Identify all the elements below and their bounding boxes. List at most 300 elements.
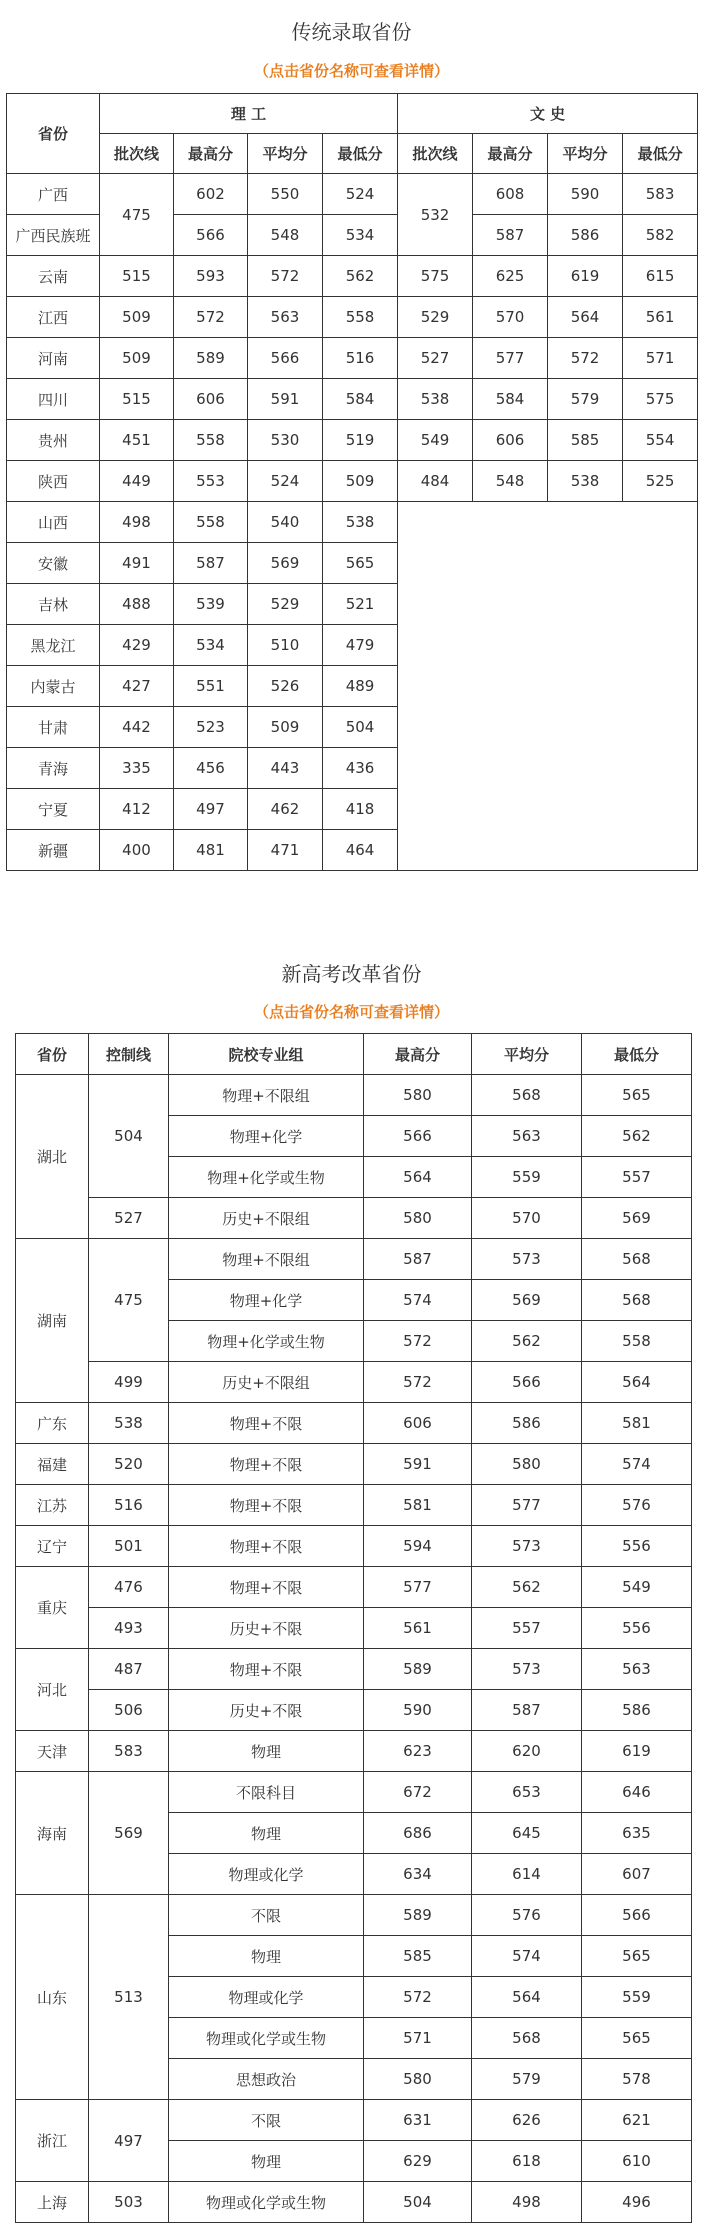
- header-province: 省份: [7, 94, 100, 174]
- score-cell: 524: [323, 174, 398, 215]
- province-cell[interactable]: 内蒙古: [7, 666, 100, 707]
- province-cell[interactable]: 河北: [16, 1649, 89, 1731]
- score-cell: 436: [323, 748, 398, 789]
- table-row: [16, 1608, 692, 1649]
- reform-table: [15, 1033, 692, 2223]
- score-cell: 566: [364, 1116, 472, 1157]
- reform-title: 新高考改革省份: [281, 962, 422, 986]
- score-cell: 579: [472, 2059, 582, 2100]
- score-cell: 519: [323, 420, 398, 461]
- score-cell: 606: [364, 1403, 472, 1444]
- score-cell: 584: [323, 379, 398, 420]
- score-cell: 614: [472, 1854, 582, 1895]
- score-cell: 524: [248, 461, 323, 502]
- score-cell: 563: [248, 297, 323, 338]
- group-cell: 不限科目: [169, 1772, 364, 1813]
- score-cell: 561: [364, 1608, 472, 1649]
- score-cell: 530: [248, 420, 323, 461]
- province-cell[interactable]: 四川: [7, 379, 100, 420]
- group-cell: 物理: [169, 1813, 364, 1854]
- score-cell: 564: [548, 297, 623, 338]
- score-cell: 618: [472, 2141, 582, 2182]
- province-cell[interactable]: 海南: [16, 1772, 89, 1895]
- group-cell: 不限: [169, 1895, 364, 1936]
- score-cell: 540: [248, 502, 323, 543]
- score-cell: 561: [623, 297, 698, 338]
- score-cell: 497: [174, 789, 248, 830]
- control-line: 497: [89, 2100, 169, 2182]
- header-col: 最低分: [323, 134, 398, 174]
- score-cell: 510: [248, 625, 323, 666]
- score-cell: 491: [100, 543, 174, 584]
- header-col: 批次线: [398, 134, 473, 174]
- control-line: 538: [89, 1403, 169, 1444]
- score-cell: 498: [472, 2182, 582, 2223]
- control-line: 499: [89, 1362, 169, 1403]
- score-cell: 562: [323, 256, 398, 297]
- score-cell: 571: [623, 338, 698, 379]
- score-cell: 602: [174, 174, 248, 215]
- score-cell: 484: [398, 461, 473, 502]
- score-cell: 559: [472, 1157, 582, 1198]
- header-col: 院校专业组: [169, 1034, 364, 1075]
- header-col: 批次线: [100, 134, 174, 174]
- score-cell: 566: [248, 338, 323, 379]
- control-line: 493: [89, 1608, 169, 1649]
- header-col: 最低分: [582, 1034, 692, 1075]
- table-row: [16, 1444, 692, 1485]
- score-cell: 504: [364, 2182, 472, 2223]
- group-cell: 物理+不限: [169, 1444, 364, 1485]
- score-cell: 564: [582, 1362, 692, 1403]
- score-cell: 562: [472, 1321, 582, 1362]
- score-cell: 631: [364, 2100, 472, 2141]
- table-row: [16, 1485, 692, 1526]
- score-cell: 515: [100, 379, 174, 420]
- score-cell: 563: [582, 1649, 692, 1690]
- score-cell: 509: [248, 707, 323, 748]
- table-row: [16, 1403, 692, 1444]
- score-cell: 580: [364, 2059, 472, 2100]
- group-cell: 物理+化学: [169, 1116, 364, 1157]
- empty-area: [398, 502, 698, 871]
- score-cell: 556: [582, 1608, 692, 1649]
- group-cell: 物理或化学或生物: [169, 2018, 364, 2059]
- province-cell[interactable]: 山东: [16, 1895, 89, 2100]
- score-cell: 573: [472, 1649, 582, 1690]
- score-cell: 464: [323, 830, 398, 871]
- score-cell: 581: [364, 1485, 472, 1526]
- score-cell: 526: [248, 666, 323, 707]
- score-cell: 579: [548, 379, 623, 420]
- score-cell: 570: [473, 297, 548, 338]
- table-row: [7, 461, 698, 502]
- score-cell: 572: [364, 1977, 472, 2018]
- score-cell: 569: [248, 543, 323, 584]
- score-cell: 580: [364, 1198, 472, 1239]
- control-line: 513: [89, 1895, 169, 2100]
- score-cell: 529: [248, 584, 323, 625]
- score-cell: 471: [248, 830, 323, 871]
- province-cell[interactable]: 辽宁: [16, 1526, 89, 1567]
- score-cell: 576: [582, 1485, 692, 1526]
- score-cell: 538: [398, 379, 473, 420]
- score-cell: 581: [582, 1403, 692, 1444]
- table-row: [7, 502, 698, 543]
- province-cell[interactable]: 陕西: [7, 461, 100, 502]
- score-cell: 562: [582, 1116, 692, 1157]
- score-cell: 558: [582, 1321, 692, 1362]
- score-cell: 577: [473, 338, 548, 379]
- group-cell: 历史+不限: [169, 1690, 364, 1731]
- score-cell: 335: [100, 748, 174, 789]
- province-cell[interactable]: 湖北: [16, 1075, 89, 1239]
- score-cell: 564: [364, 1157, 472, 1198]
- table-row: [16, 2182, 692, 2223]
- header-col: 平均分: [472, 1034, 582, 1075]
- score-cell: 562: [472, 1567, 582, 1608]
- score-cell: 558: [174, 502, 248, 543]
- score-cell: 479: [323, 625, 398, 666]
- score-cell: 548: [473, 461, 548, 502]
- header-col: 省份: [16, 1034, 89, 1075]
- score-cell: 496: [582, 2182, 692, 2223]
- control-line: 520: [89, 1444, 169, 1485]
- control-line: 506: [89, 1690, 169, 1731]
- score-cell: 619: [548, 256, 623, 297]
- score-cell: 538: [323, 502, 398, 543]
- score-cell: 572: [364, 1362, 472, 1403]
- group-cell: 物理+不限: [169, 1567, 364, 1608]
- score-cell: 625: [473, 256, 548, 297]
- header-col: 最高分: [364, 1034, 472, 1075]
- province-cell[interactable]: 甘肃: [7, 707, 100, 748]
- score-cell: 557: [472, 1608, 582, 1649]
- control-line: 516: [89, 1485, 169, 1526]
- table-row: [16, 1649, 692, 1690]
- table-row: [16, 1731, 692, 1772]
- score-cell: 462: [248, 789, 323, 830]
- group-cell: 物理或化学: [169, 1854, 364, 1895]
- control-line: 503: [89, 2182, 169, 2223]
- province-cell[interactable]: 山西: [7, 502, 100, 543]
- group-cell: 物理+不限: [169, 1649, 364, 1690]
- score-cell: 516: [323, 338, 398, 379]
- score-cell: 585: [364, 1936, 472, 1977]
- control-line: 569: [89, 1772, 169, 1895]
- table-row: [7, 297, 698, 338]
- traditional-title: 传统录取省份: [291, 20, 412, 44]
- province-cell[interactable]: 新疆: [7, 830, 100, 871]
- score-cell: 504: [323, 707, 398, 748]
- score-cell: 610: [582, 2141, 692, 2182]
- table-row: [7, 338, 698, 379]
- province-cell[interactable]: 黑龙江: [7, 625, 100, 666]
- score-cell: 509: [100, 338, 174, 379]
- table-row: [7, 256, 698, 297]
- group-cell: 物理+不限: [169, 1403, 364, 1444]
- score-cell: 549: [582, 1567, 692, 1608]
- group-cell: 物理或化学: [169, 1977, 364, 2018]
- header-col: 平均分: [248, 134, 323, 174]
- score-cell: 572: [364, 1321, 472, 1362]
- score-cell: 586: [472, 1403, 582, 1444]
- header-col: 最高分: [473, 134, 548, 174]
- score-cell: 558: [323, 297, 398, 338]
- control-line: 501: [89, 1526, 169, 1567]
- table-row: [16, 1526, 692, 1567]
- score-cell: 591: [248, 379, 323, 420]
- score-cell: 623: [364, 1731, 472, 1772]
- score-cell: 515: [100, 256, 174, 297]
- control-line: 476: [89, 1567, 169, 1608]
- province-cell[interactable]: 江苏: [16, 1485, 89, 1526]
- control-line: 583: [89, 1731, 169, 1772]
- province-cell[interactable]: 江西: [7, 297, 100, 338]
- score-cell: 538: [548, 461, 623, 502]
- province-cell[interactable]: 安徽: [7, 543, 100, 584]
- province-cell[interactable]: 吉林: [7, 584, 100, 625]
- province-cell[interactable]: 广东: [16, 1403, 89, 1444]
- score-cell: 449: [100, 461, 174, 502]
- group-cell: 物理或化学或生物: [169, 2182, 364, 2223]
- province-cell[interactable]: 上海: [16, 2182, 89, 2223]
- table-row: [16, 1075, 692, 1116]
- score-cell: 686: [364, 1813, 472, 1854]
- batch-line: 532: [398, 174, 473, 256]
- score-cell: 577: [472, 1485, 582, 1526]
- score-cell: 550: [248, 174, 323, 215]
- score-cell: 574: [364, 1280, 472, 1321]
- score-cell: 615: [623, 256, 698, 297]
- province-cell[interactable]: 青海: [7, 748, 100, 789]
- score-cell: 629: [364, 2141, 472, 2182]
- header-col: 最低分: [623, 134, 698, 174]
- control-line: 504: [89, 1075, 169, 1198]
- score-cell: 565: [582, 2018, 692, 2059]
- score-cell: 626: [472, 2100, 582, 2141]
- group-cell: 不限: [169, 2100, 364, 2141]
- score-cell: 488: [100, 584, 174, 625]
- table-row: [16, 1239, 692, 1280]
- score-cell: 548: [248, 215, 323, 256]
- score-cell: 556: [582, 1526, 692, 1567]
- score-cell: 568: [472, 2018, 582, 2059]
- table-row: [16, 1772, 692, 1813]
- group-cell: 物理+不限: [169, 1485, 364, 1526]
- score-cell: 574: [582, 1444, 692, 1485]
- score-cell: 620: [472, 1731, 582, 1772]
- score-cell: 570: [472, 1198, 582, 1239]
- score-cell: 587: [472, 1690, 582, 1731]
- group-cell: 历史+不限: [169, 1608, 364, 1649]
- group-cell: 历史+不限组: [169, 1198, 364, 1239]
- group-cell: 思想政治: [169, 2059, 364, 2100]
- score-cell: 566: [472, 1362, 582, 1403]
- score-cell: 619: [582, 1731, 692, 1772]
- control-line: 487: [89, 1649, 169, 1690]
- score-cell: 585: [548, 420, 623, 461]
- score-cell: 672: [364, 1772, 472, 1813]
- province-cell[interactable]: 河南: [7, 338, 100, 379]
- score-cell: 590: [364, 1690, 472, 1731]
- table-row: [7, 174, 698, 215]
- table-row: [16, 1895, 692, 1936]
- score-cell: 572: [548, 338, 623, 379]
- score-cell: 578: [582, 2059, 692, 2100]
- score-cell: 584: [473, 379, 548, 420]
- score-cell: 571: [364, 2018, 472, 2059]
- score-cell: 568: [472, 1075, 582, 1116]
- score-cell: 551: [174, 666, 248, 707]
- score-cell: 606: [473, 420, 548, 461]
- score-cell: 587: [174, 543, 248, 584]
- score-cell: 566: [174, 215, 248, 256]
- group-cell: 物理+不限组: [169, 1239, 364, 1280]
- score-cell: 509: [323, 461, 398, 502]
- score-cell: 573: [472, 1239, 582, 1280]
- score-cell: 586: [548, 215, 623, 256]
- score-cell: 559: [582, 1977, 692, 2018]
- group-cell: 物理+化学或生物: [169, 1321, 364, 1362]
- score-cell: 621: [582, 2100, 692, 2141]
- table-row: [16, 1198, 692, 1239]
- score-cell: 429: [100, 625, 174, 666]
- score-cell: 527: [398, 338, 473, 379]
- score-cell: 576: [472, 1895, 582, 1936]
- province-cell[interactable]: 重庆: [16, 1567, 89, 1649]
- score-cell: 583: [623, 174, 698, 215]
- score-cell: 653: [472, 1772, 582, 1813]
- score-cell: 509: [100, 297, 174, 338]
- score-cell: 587: [473, 215, 548, 256]
- reform-subtitle[interactable]: （点击省份名称可查看详情）: [253, 1003, 449, 1021]
- score-cell: 418: [323, 789, 398, 830]
- score-cell: 539: [174, 584, 248, 625]
- table-row: [16, 1567, 692, 1608]
- score-cell: 594: [364, 1526, 472, 1567]
- score-cell: 577: [364, 1567, 472, 1608]
- score-cell: 569: [582, 1198, 692, 1239]
- group-cell: 物理+化学: [169, 1280, 364, 1321]
- group-cell: 物理: [169, 1731, 364, 1772]
- score-cell: 575: [623, 379, 698, 420]
- score-cell: 591: [364, 1444, 472, 1485]
- province-cell[interactable]: 贵州: [7, 420, 100, 461]
- group-cell: 物理: [169, 2141, 364, 2182]
- score-cell: 593: [174, 256, 248, 297]
- table-row: [7, 420, 698, 461]
- score-cell: 427: [100, 666, 174, 707]
- score-cell: 442: [100, 707, 174, 748]
- traditional-table: [6, 93, 698, 871]
- province-cell[interactable]: 广西: [7, 174, 100, 215]
- table-row: [16, 1690, 692, 1731]
- province-cell[interactable]: 云南: [7, 256, 100, 297]
- score-cell: 587: [364, 1239, 472, 1280]
- group-cell: 物理: [169, 1936, 364, 1977]
- score-cell: 575: [398, 256, 473, 297]
- score-cell: 523: [174, 707, 248, 748]
- batch-line: 475: [100, 174, 174, 256]
- score-cell: 564: [472, 1977, 582, 2018]
- score-cell: 563: [472, 1116, 582, 1157]
- table-row: [16, 1362, 692, 1403]
- group-cell: 物理+化学或生物: [169, 1157, 364, 1198]
- province-cell[interactable]: 广西民族班: [7, 215, 100, 256]
- table-row: [7, 379, 698, 420]
- score-cell: 589: [174, 338, 248, 379]
- score-cell: 554: [623, 420, 698, 461]
- score-cell: 443: [248, 748, 323, 789]
- province-cell[interactable]: 湖南: [16, 1239, 89, 1403]
- score-cell: 400: [100, 830, 174, 871]
- score-cell: 534: [174, 625, 248, 666]
- score-cell: 590: [548, 174, 623, 215]
- header-col: 最高分: [174, 134, 248, 174]
- score-cell: 606: [174, 379, 248, 420]
- score-cell: 565: [582, 1075, 692, 1116]
- header-col: 平均分: [548, 134, 623, 174]
- province-cell[interactable]: 浙江: [16, 2100, 89, 2182]
- control-line: 475: [89, 1239, 169, 1362]
- score-cell: 586: [582, 1690, 692, 1731]
- province-cell[interactable]: 宁夏: [7, 789, 100, 830]
- score-cell: 574: [472, 1936, 582, 1977]
- score-cell: 572: [248, 256, 323, 297]
- score-cell: 549: [398, 420, 473, 461]
- score-cell: 565: [582, 1936, 692, 1977]
- score-cell: 580: [472, 1444, 582, 1485]
- score-cell: 565: [323, 543, 398, 584]
- score-cell: 607: [582, 1854, 692, 1895]
- group-cell: 历史+不限组: [169, 1362, 364, 1403]
- province-cell[interactable]: 福建: [16, 1444, 89, 1485]
- header-col: 控制线: [89, 1034, 169, 1075]
- score-cell: 521: [323, 584, 398, 625]
- header-science: 理 工: [100, 94, 398, 134]
- score-cell: 568: [582, 1280, 692, 1321]
- score-cell: 529: [398, 297, 473, 338]
- table-row: [16, 2100, 692, 2141]
- score-cell: 589: [364, 1649, 472, 1690]
- score-cell: 645: [472, 1813, 582, 1854]
- score-cell: 608: [473, 174, 548, 215]
- score-cell: 569: [472, 1280, 582, 1321]
- score-cell: 412: [100, 789, 174, 830]
- score-cell: 572: [174, 297, 248, 338]
- group-cell: 物理+不限组: [169, 1075, 364, 1116]
- score-cell: 558: [174, 420, 248, 461]
- score-cell: 498: [100, 502, 174, 543]
- traditional-subtitle[interactable]: （点击省份名称可查看详情）: [253, 62, 449, 80]
- control-line: 527: [89, 1198, 169, 1239]
- province-cell[interactable]: 天津: [16, 1731, 89, 1772]
- header-arts: 文 史: [398, 94, 698, 134]
- score-cell: 566: [582, 1895, 692, 1936]
- score-cell: 589: [364, 1895, 472, 1936]
- score-cell: 582: [623, 215, 698, 256]
- score-cell: 451: [100, 420, 174, 461]
- score-cell: 568: [582, 1239, 692, 1280]
- score-cell: 557: [582, 1157, 692, 1198]
- score-cell: 635: [582, 1813, 692, 1854]
- score-cell: 525: [623, 461, 698, 502]
- score-cell: 553: [174, 461, 248, 502]
- score-cell: 456: [174, 748, 248, 789]
- score-cell: 580: [364, 1075, 472, 1116]
- score-cell: 634: [364, 1854, 472, 1895]
